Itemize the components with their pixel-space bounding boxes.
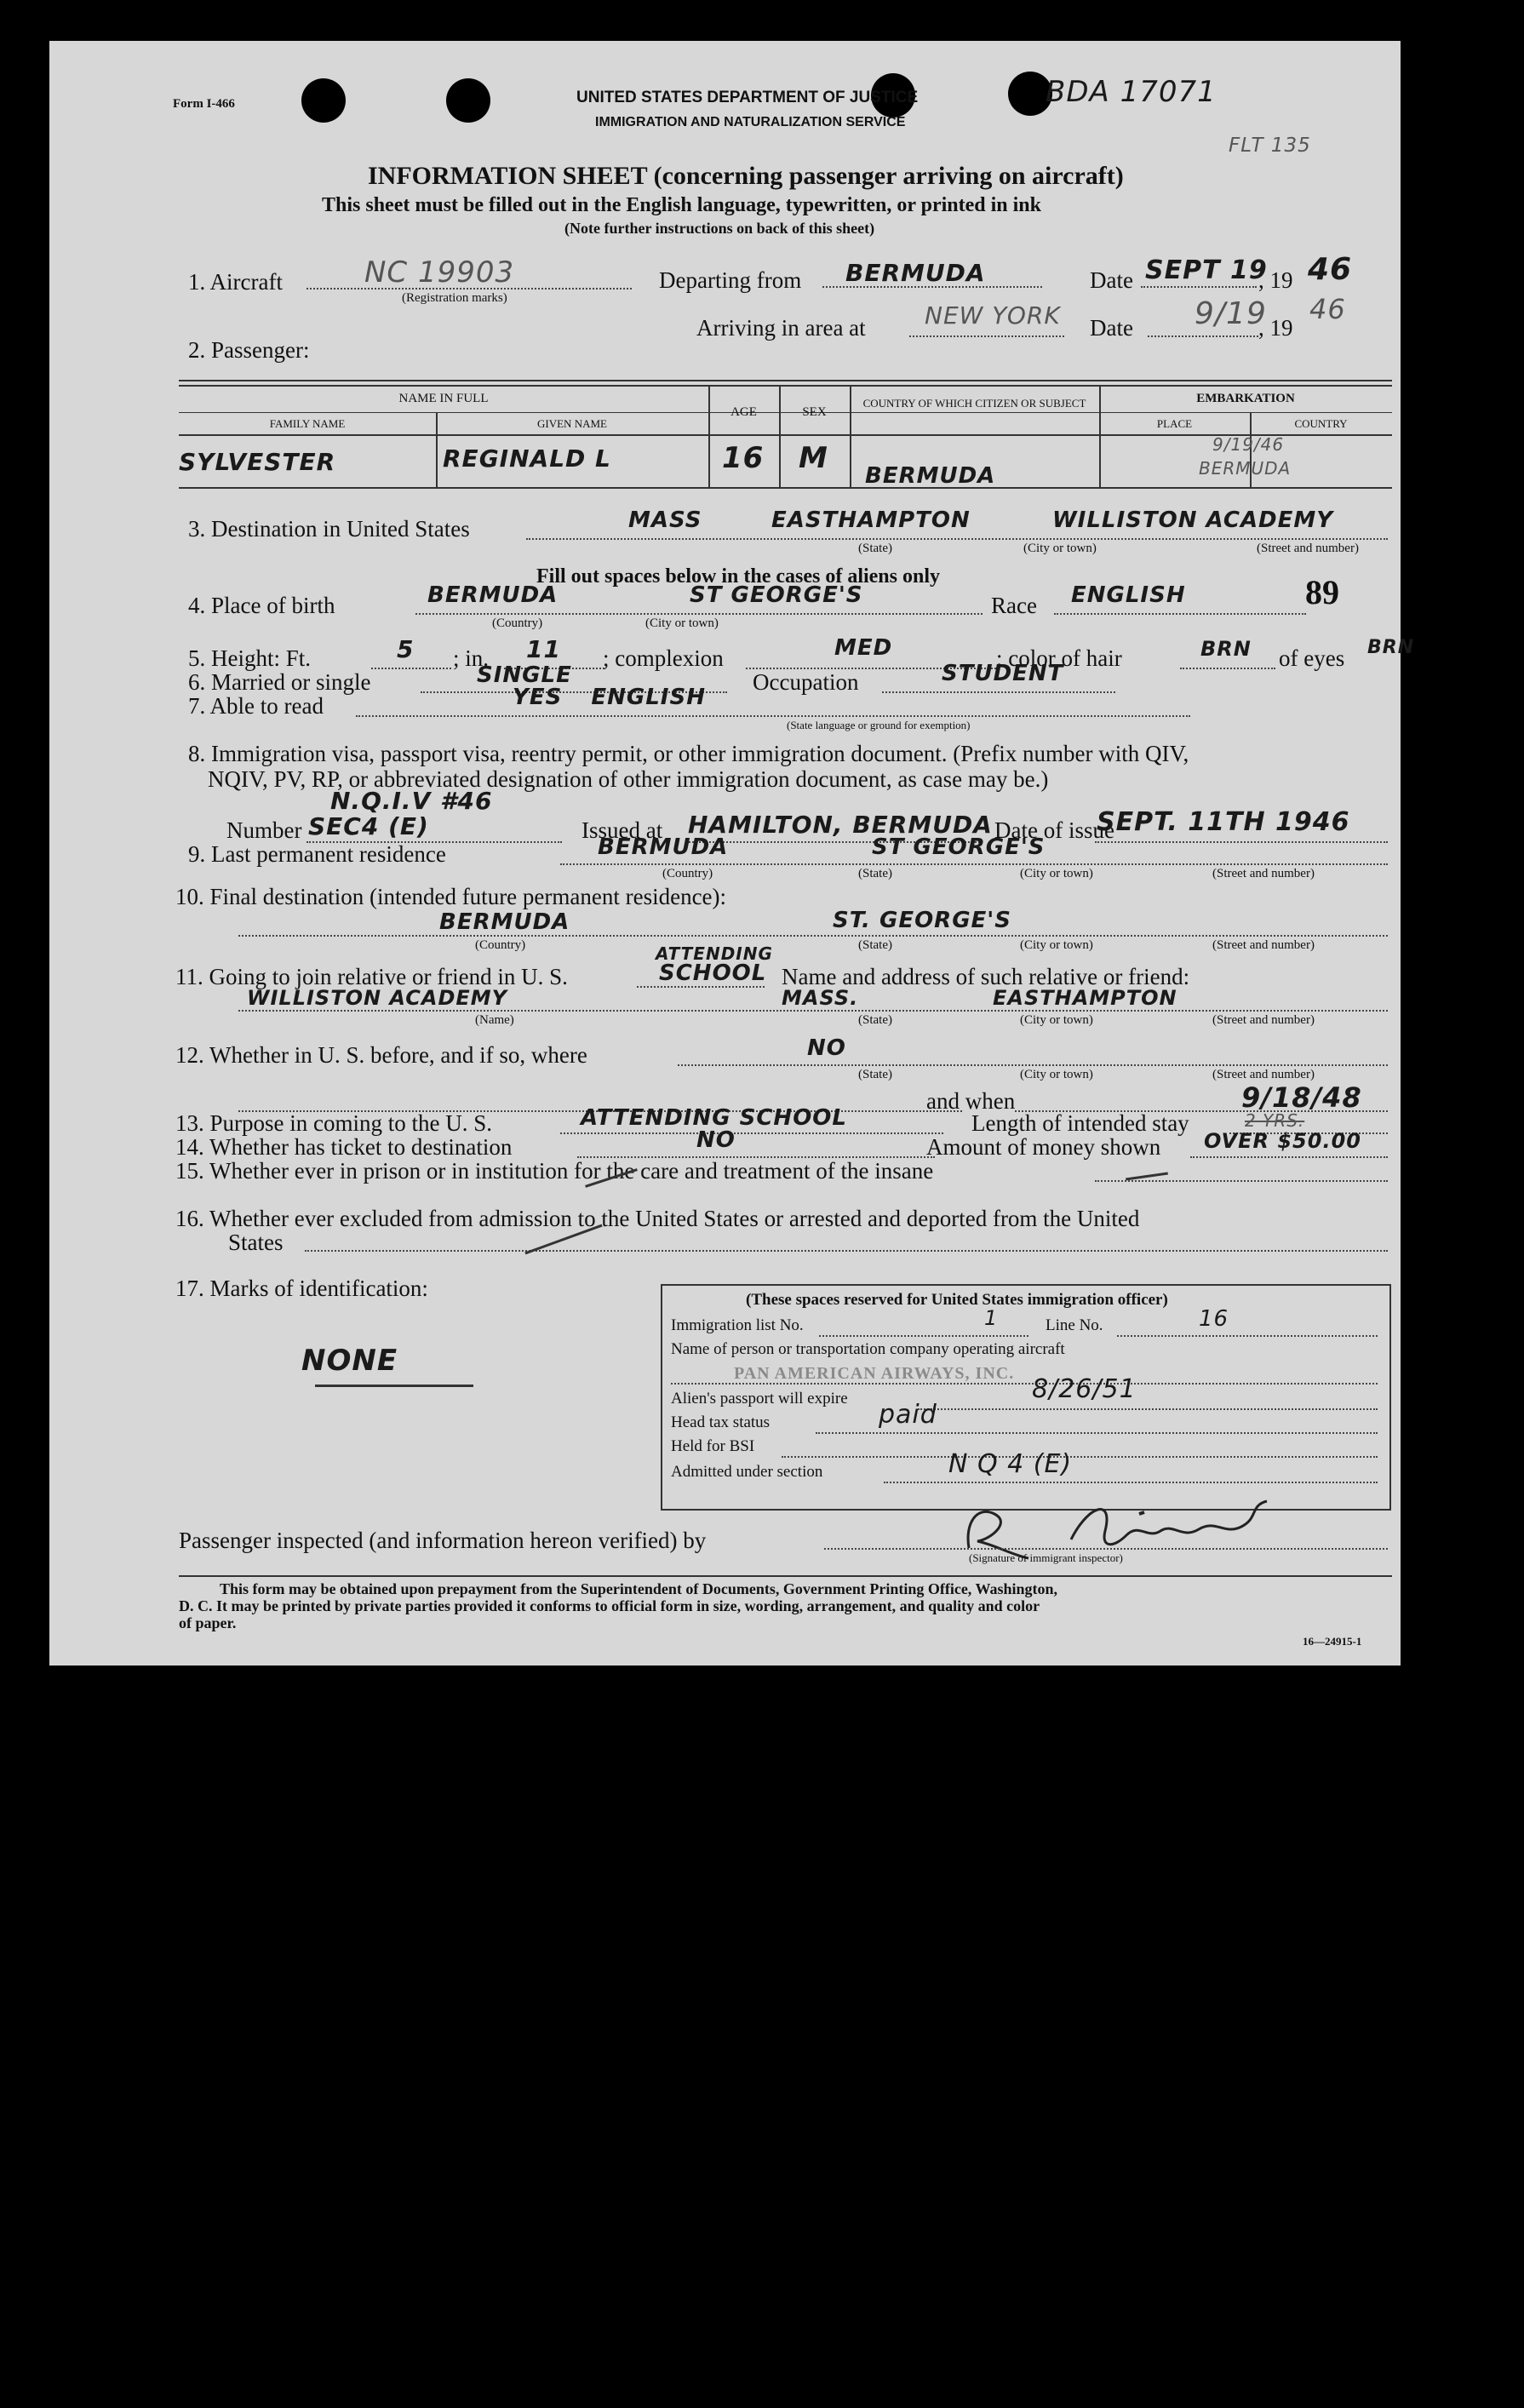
prior-street-lbl: (Street and number)	[1212, 1068, 1315, 1081]
operator-value: PAN AMERICAN AIRWAYS, INC.	[734, 1364, 1015, 1383]
aircraft-label: 1. Aircraft	[188, 269, 283, 295]
race-code: 89	[1305, 573, 1339, 611]
prison-label: 15. Whether ever in prison or in institution for the care and treatment of the insane	[175, 1158, 934, 1184]
prison-dash	[1126, 1172, 1168, 1181]
footer-line1: This form may be obtained upon prepayment from the Superintendent of Documents, Government Printing Office, Washington,	[220, 1580, 1058, 1597]
prior-city-lbl: (City or town)	[1020, 1068, 1093, 1081]
marital-value: SINGLE	[477, 662, 572, 688]
given-name-value: REGINALD L	[443, 444, 611, 473]
officer-box-header: (These spaces reserved for United States immigration officer)	[746, 1291, 1168, 1309]
file-number: BDA 17071	[1046, 75, 1217, 109]
residence-line	[560, 863, 1388, 865]
purpose-line	[560, 1132, 943, 1134]
departing-label: Departing from	[659, 267, 802, 293]
visa-line1: 8. Immigration visa, passport visa, reentry permit, or other immigration document. (Prefix number with QIV,	[188, 741, 1189, 766]
issued-value: HAMILTON, BERMUDA	[688, 811, 993, 839]
immigration-list-label: Immigration list No.	[671, 1316, 804, 1334]
aircraft-line	[307, 288, 632, 290]
excluded-line1: 16. Whether ever excluded from admission to the United States or arrested and deported from the United	[175, 1206, 1140, 1231]
birth-city-lbl: (City or town)	[645, 616, 719, 630]
complexion-value: MED	[834, 635, 893, 661]
read-sub: (State language or ground for exemption)	[787, 719, 971, 731]
line-no-line	[1117, 1335, 1378, 1337]
immigration-list-value: 1	[984, 1306, 999, 1330]
citizen-value: BERMUDA	[865, 463, 996, 489]
stay-label: Length of intended stay	[971, 1110, 1189, 1136]
table-divider	[708, 385, 710, 487]
final-city-lbl: (City or town)	[1020, 938, 1093, 952]
destination-city: EASTHAMPTON	[771, 507, 971, 533]
corner-note: FLT 135	[1229, 135, 1311, 157]
hair-label: ; color of hair	[996, 645, 1122, 671]
birth-country-lbl: (Country)	[492, 616, 543, 630]
prior-visit-label: 12. Whether in U. S. before, and if so, where	[175, 1042, 587, 1068]
table-divider	[779, 385, 781, 487]
prior-state-lbl: (State)	[858, 1068, 892, 1081]
operator-label: Name of person or transportation company operating aircraft	[671, 1340, 1065, 1358]
occupation-line	[882, 691, 1115, 693]
read-label: 7. Able to read	[188, 693, 324, 719]
race-label: Race	[991, 593, 1037, 618]
relative-name: WILLISTON ACADEMY	[247, 986, 508, 1010]
sex-header: SEX	[802, 405, 827, 419]
when-label: and when	[926, 1088, 1016, 1114]
arriving-line	[909, 335, 1064, 337]
residence-state-lbl: (State)	[858, 867, 892, 880]
ticket-label: 14. Whether has ticket to destination	[175, 1134, 513, 1160]
destination-line	[526, 538, 1388, 540]
purpose-value: ATTENDING SCHOOL	[581, 1105, 847, 1131]
punch-hole	[446, 78, 490, 123]
bsi-label: Held for BSI	[671, 1437, 755, 1455]
money-label: Amount of money shown	[926, 1134, 1161, 1160]
date2-line	[1148, 335, 1258, 337]
country-col-header: COUNTRY	[1294, 417, 1348, 430]
destination-city-lbl: (City or town)	[1023, 542, 1097, 555]
section-line	[884, 1482, 1378, 1483]
section-label: Admitted under section	[671, 1463, 823, 1481]
final-destination-label: 10. Final destination (intended future permanent residence):	[175, 884, 727, 909]
birth-country: BERMUDA	[427, 582, 559, 608]
occupation-value: STUDENT	[942, 661, 1064, 686]
visa-number-value: SEC4 (E)	[308, 812, 429, 840]
date2-value: 9/19	[1195, 296, 1267, 331]
visa-number-top: N.Q.I.V #46	[330, 787, 493, 815]
height-ft-line	[371, 668, 451, 669]
signature-line	[824, 1548, 1388, 1550]
complexion-label: ; complexion	[603, 645, 724, 671]
marks-label: 17. Marks of identification:	[175, 1276, 428, 1301]
occupation-label: Occupation	[753, 669, 859, 695]
prior-visit-value: NO	[807, 1035, 846, 1061]
height-in: 11	[526, 635, 561, 663]
join-label: 11. Going to join relative or friend in U. S.	[175, 964, 568, 989]
section-value: N Q 4 (E)	[948, 1449, 1073, 1479]
year2-value: 46	[1309, 293, 1346, 325]
residence-country: BERMUDA	[598, 834, 729, 860]
residence-city: ST GEORGE'S	[872, 834, 1046, 860]
visa-number-label: Number	[226, 817, 302, 843]
passport-label: Alien's passport will expire	[671, 1390, 848, 1408]
tax-value: paid	[879, 1400, 937, 1430]
year2-prefix: , 19	[1258, 315, 1293, 341]
relative-street-lbl: (Street and number)	[1212, 1013, 1315, 1027]
place-header: PLACE	[1156, 417, 1193, 430]
age-value: 16	[722, 441, 765, 475]
form-instructions: This sheet must be filled out in the English language, typewritten, or printed in ink	[322, 194, 1041, 216]
join-value-top: ATTENDING	[656, 943, 773, 964]
when-value: 9/18/48	[1241, 1081, 1362, 1114]
embarkation-header: EMBARKATION	[1196, 392, 1295, 405]
residence-label: 9. Last permanent residence	[188, 841, 446, 867]
relative-city: EASTHAMPTON	[993, 986, 1177, 1010]
excluded-line	[305, 1250, 1388, 1252]
destination-street-lbl: (Street and number)	[1257, 542, 1359, 555]
relative-state: MASS.	[782, 986, 859, 1010]
footer-code: 16—24915-1	[1303, 1635, 1362, 1648]
signature-lbl: (Signature of immigrant inspector)	[969, 1551, 1123, 1564]
passport-value: 8/26/51	[1032, 1374, 1137, 1404]
year-prefix: , 19	[1258, 267, 1293, 293]
destination-state-lbl: (State)	[858, 542, 892, 555]
date-label: Date	[1090, 267, 1133, 293]
ticket-value: NO	[696, 1127, 736, 1153]
birthplace-line	[415, 613, 983, 615]
relative-name-lbl: (Name)	[475, 1013, 514, 1027]
age-header: AGE	[730, 405, 757, 419]
embark-place-value: BERMUDA	[1199, 458, 1292, 479]
issued-label: Issued at	[582, 817, 663, 843]
footer-line2: D. C. It may be printed by private parties provided it conforms to official form in size, wording, arrangement, and quality and color	[179, 1597, 1040, 1614]
date2-label: Date	[1090, 315, 1133, 341]
footer-rule	[179, 1575, 1392, 1577]
read-value: YES ENGLISH	[513, 685, 706, 710]
eyes-label: of eyes	[1279, 645, 1345, 671]
height-label: 5. Height: Ft.	[188, 645, 312, 671]
table-rule	[179, 380, 1392, 381]
issue-date-value: SEPT. 11TH 1946	[1097, 807, 1350, 837]
eyes-value: BRN	[1367, 637, 1415, 658]
birth-city: ST GEORGE'S	[690, 582, 863, 608]
table-rule	[179, 385, 1392, 387]
punch-hole	[301, 78, 346, 123]
excluded-line2: States	[228, 1230, 284, 1255]
birthplace-label: 4. Place of birth	[188, 593, 335, 618]
join-line	[637, 986, 765, 988]
date-line	[1141, 286, 1257, 288]
name-header: NAME IN FULL	[398, 392, 489, 405]
tax-label: Head tax status	[671, 1413, 771, 1431]
relative-label: Name and address of such relative or friend:	[782, 964, 1190, 989]
destination-street: WILLISTON ACADEMY	[1052, 507, 1334, 533]
table-divider	[850, 385, 851, 487]
residence-street-lbl: (Street and number)	[1212, 867, 1315, 880]
hair-value: BRN	[1200, 637, 1252, 661]
read-line	[356, 715, 1190, 717]
purpose-label: 13. Purpose in coming to the U. S.	[175, 1110, 492, 1136]
issue-date-label: Date of issue	[994, 817, 1114, 843]
table-rule	[179, 487, 1392, 489]
issue-date-line	[1095, 841, 1388, 843]
join-value: SCHOOL	[659, 960, 767, 986]
departing-value: BERMUDA	[845, 259, 986, 287]
money-line	[1190, 1156, 1388, 1158]
final-destination-city: ST. GEORGE'S	[833, 908, 1011, 933]
passport-line	[918, 1408, 1378, 1410]
form-sheet	[49, 41, 1415, 1666]
tax-line	[816, 1432, 1378, 1434]
final-destination-line	[238, 935, 1388, 937]
race-line	[1054, 613, 1306, 615]
department-name: UNITED STATES DEPARTMENT OF JUSTICE	[576, 89, 919, 106]
list-line	[819, 1335, 1028, 1337]
height-ft: 5	[397, 635, 415, 663]
marks-underline	[315, 1385, 473, 1387]
form-note: (Note further instructions on back of this sheet)	[564, 220, 875, 237]
form-id: Form I-466	[173, 97, 235, 111]
departing-line	[822, 286, 1042, 288]
passenger-label: 2. Passenger:	[188, 337, 310, 363]
year-value: 46	[1308, 252, 1353, 287]
final-street-lbl: (Street and number)	[1212, 938, 1315, 952]
bsi-line	[782, 1456, 1378, 1458]
line-no-value: 16	[1199, 1306, 1229, 1332]
visa-line2: NQIV, PV, RP, or abbreviated designation of other immigration document, as case may be.)	[208, 766, 1049, 792]
hair-line	[1180, 668, 1275, 669]
country-header: COUNTRY OF WHICH CITIZEN OR SUBJECT	[862, 397, 1086, 410]
line-no-label: Line No.	[1046, 1316, 1103, 1334]
prison-line	[1095, 1180, 1388, 1182]
family-name-value: SYLVESTER	[179, 448, 336, 476]
destination-label: 3. Destination in United States	[188, 516, 470, 542]
family-header: FAMILY NAME	[269, 417, 346, 430]
aircraft-value: NC 19903	[364, 255, 515, 290]
operator-line	[671, 1383, 1378, 1385]
final-state-lbl: (State)	[858, 938, 892, 952]
relative-line	[238, 1010, 1388, 1012]
residence-country-lbl: (Country)	[662, 867, 713, 880]
sex-value: M	[799, 441, 828, 475]
service-name: IMMIGRATION AND NATURALIZATION SERVICE	[595, 115, 906, 129]
aliens-note: Fill out spaces below in the cases of aliens only	[536, 565, 941, 588]
height-in-label: ; in.	[453, 645, 490, 671]
date-value: SEPT 19	[1145, 255, 1268, 285]
money-value: OVER $50.00	[1204, 1129, 1361, 1153]
arriving-value: NEW YORK	[925, 301, 1061, 330]
race-value: ENGLISH	[1071, 582, 1186, 608]
residence-city-lbl: (City or town)	[1020, 867, 1093, 880]
final-country-lbl: (Country)	[475, 938, 526, 952]
given-header: GIVEN NAME	[537, 417, 607, 430]
final-destination-country: BERMUDA	[439, 909, 570, 935]
table-rule	[179, 434, 1392, 436]
form-title: INFORMATION SHEET (concerning passenger arriving on aircraft)	[368, 162, 1124, 190]
destination-state: MASS	[628, 507, 702, 533]
registration-label: (Registration marks)	[402, 291, 507, 305]
marks-value: NONE	[301, 1344, 398, 1378]
marital-label: 6. Married or single	[188, 669, 371, 695]
prior-visit-line	[678, 1064, 1388, 1066]
stay-value: 2 YRS.	[1245, 1110, 1305, 1131]
arriving-label: Arriving in area at	[696, 315, 866, 341]
embark-date-value: 9/19/46	[1212, 434, 1285, 455]
footer-line3: of paper.	[179, 1614, 237, 1631]
relative-state-lbl: (State)	[858, 1013, 892, 1027]
inspection-label: Passenger inspected (and information hereon verified) by	[179, 1528, 707, 1553]
relative-city-lbl: (City or town)	[1020, 1013, 1093, 1027]
